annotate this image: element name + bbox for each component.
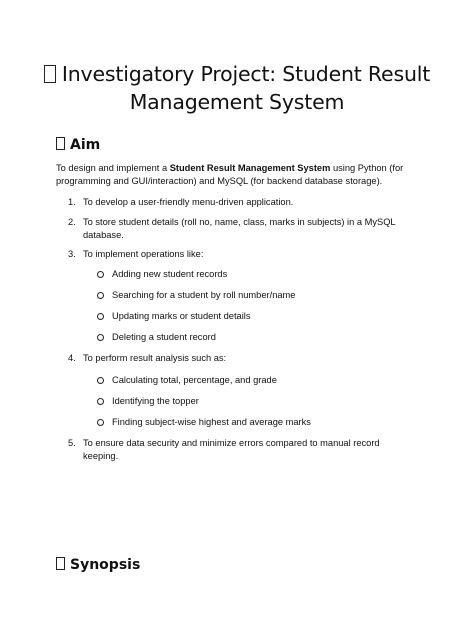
circle-bullet-icon (97, 292, 104, 299)
list-item: To implement operations like: (83, 249, 204, 259)
circle-bullet-icon (97, 398, 104, 405)
circle-bullet-icon (97, 334, 104, 341)
sub-list-item: Calculating total, percentage, and grade (112, 375, 277, 385)
list-number: 3. (68, 249, 76, 259)
aim-heading (56, 137, 100, 153)
sub-list-item: Searching for a student by roll number/name (112, 290, 296, 300)
emoji-placeholder-icon (56, 137, 65, 150)
list-number: 2. (68, 217, 76, 227)
circle-bullet-icon (97, 271, 104, 278)
sub-list-item: Adding new student records (112, 269, 228, 279)
aim-intro-text: To design and implement a (56, 163, 170, 173)
document-title (40, 60, 434, 116)
emoji-placeholder-icon (56, 557, 65, 570)
aim-intro-paragraph (56, 162, 426, 187)
list-item: To store student details (roll no, name, class, marks in subjects) in a MySQL database. (83, 217, 396, 240)
list-number: 5. (68, 438, 76, 448)
circle-bullet-icon (97, 377, 104, 384)
synopsis-heading (56, 557, 140, 573)
list-item: To develop a user-friendly menu-driven application. (83, 197, 294, 207)
synopsis-heading-text: Synopsis (70, 557, 141, 573)
circle-bullet-icon (97, 419, 104, 426)
list-item: To ensure data security and minimize errors compared to manual record keeping. (83, 438, 380, 461)
document-title-text: Investigatory Project: Student Result Management System (61, 62, 431, 114)
emoji-placeholder-icon (44, 65, 56, 83)
sub-list-item: Identifying the topper (112, 396, 199, 406)
sub-list-item: Finding subject-wise highest and average marks (112, 417, 311, 427)
list-number: 4. (68, 353, 76, 363)
aim-intro-bold: Student Result Management System (169, 163, 331, 173)
aim-intro-text-end: using Python (for programming and GUI/interaction) and MySQL (for backend database storage). (56, 163, 404, 186)
list-item: To perform result analysis such as: (83, 353, 227, 363)
sub-list-item: Deleting a student record (112, 332, 216, 342)
list-number: 1. (68, 197, 76, 207)
aim-heading-text: Aim (70, 137, 101, 153)
sub-list-item: Updating marks or student details (112, 311, 251, 321)
circle-bullet-icon (97, 313, 104, 320)
